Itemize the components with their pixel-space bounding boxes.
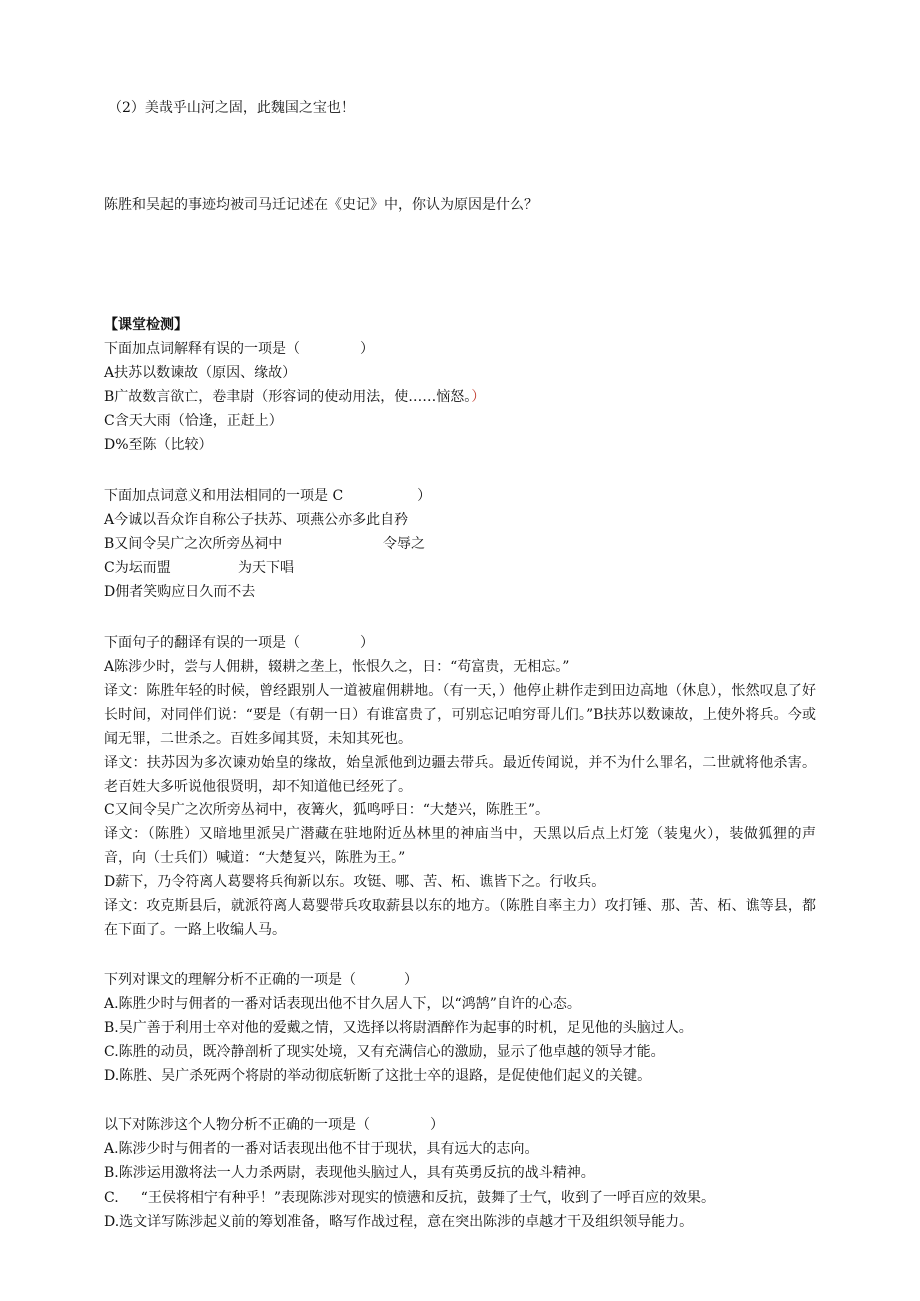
q1-option-a: A扶苏以数谏故（原因、缘故） bbox=[104, 365, 297, 381]
section-title: 【课堂检测】 bbox=[104, 317, 188, 333]
q1-option-c: C含天大雨（恰逢，正赶上） bbox=[104, 413, 283, 429]
q3-option-b-translation: 译文：扶苏因为多次谏劝始皇的缘故，始皇派他到边疆去带兵。最近传闻说，并不为什么罪名，二世就将他杀害。老百姓大多听说他很贤明，却不知道他已经死了。 bbox=[104, 755, 816, 795]
q4-option-a: A.陈胜少时与佣者的一番对话表现出他不甘久居人下，以“鸿鹄”自许的心态。 bbox=[104, 996, 581, 1012]
q1-option-b-paren: ） bbox=[471, 389, 486, 405]
q2-option-c-right: 为天下唱 bbox=[238, 560, 294, 576]
q4-option-c: C.陈胜的动员，既冷静剖析了现实处境，又有充满信心的激励，显示了他卓越的领导才能。 bbox=[104, 1044, 665, 1060]
q3-option-c-translation: 译文：（陈胜）又暗地里派吴广潜藏在驻地附近丛林里的神庙当中，天黑以后点上灯笼（装鬼火），装做狐狸的声音，向（士兵们）喊道：“大楚复兴，陈胜为王。” bbox=[104, 826, 816, 866]
q1-stem bbox=[104, 339, 374, 359]
q3-option-d: D薪下，乃令符离人葛婴将兵徇新以东。攻铤、哪、苦、柘、谯皆下之。行收兵。 bbox=[104, 874, 606, 890]
q5-option-a: A.陈涉少时与佣者的一番对话表现出他不甘于现状，具有远大的志向。 bbox=[104, 1141, 539, 1157]
q3-stem-prefix: 下面句子的翻译有误的一项是（ bbox=[104, 635, 300, 651]
q2-option-b bbox=[104, 534, 282, 554]
q5-option-d: D.选文详写陈涉起义前的筹划准备，略写作战过程，意在突出陈涉的卓越才干及组织领导能力。 bbox=[104, 1214, 694, 1230]
q3-option-d-translation: 译文：攻克斯县后，就派符离人葛婴带兵攻取薪县以东的地方。（陈胜自率主力）攻打锤、那、苦、柘、谯等县，都在下面了。一路上收编人马。 bbox=[104, 898, 816, 938]
q5-option-b: B.陈涉运用激将法一人力杀两尉，表现他头脑过人，具有英勇反抗的战斗精神。 bbox=[104, 1165, 595, 1181]
q3-stem-suffix: ） bbox=[360, 635, 374, 651]
q5-option-c-text: “王侯将相宁有种乎！”表现陈涉对现实的愤懑和反抗，鼓舞了士气，收到了一呼百应的效果。 bbox=[140, 1190, 715, 1206]
q5-option-c-label: C. bbox=[104, 1190, 119, 1206]
q2-stem bbox=[104, 486, 431, 506]
q1-stem-prefix: 下面加点词解释有误的一项是（ bbox=[104, 341, 300, 357]
q2-option-a: A今诚以吾众诈自称公子扶苏、项燕公亦多此自矜 bbox=[104, 512, 409, 528]
q1-option-b bbox=[104, 387, 485, 407]
q5-stem-suffix: ） bbox=[430, 1117, 444, 1133]
q1-option-d: D%至陈（比较） bbox=[104, 437, 213, 453]
q2-option-d: D佣者笑购应日久而不去 bbox=[104, 584, 256, 600]
q1-option-b-text: B广故数言欲亡，卷聿尉（形容词的使动用法，使……恼怒。 bbox=[104, 389, 472, 405]
q5-stem bbox=[104, 1115, 444, 1135]
q4-stem bbox=[104, 970, 418, 990]
q2-stem-suffix: ） bbox=[417, 488, 432, 504]
q4-stem-suffix: ） bbox=[404, 972, 418, 988]
q5-stem-prefix: 以下对陈涉这个人物分析不正确的一项是（ bbox=[104, 1117, 370, 1133]
q2-option-b-right: 令辱之 bbox=[383, 536, 425, 552]
q1-stem-suffix: ） bbox=[360, 341, 374, 357]
q4-option-d: D.陈胜、吴广杀死两个将尉的举动彻底斩断了这批士卒的退路，是促使他们起义的关键。 bbox=[104, 1068, 652, 1084]
q3-stem bbox=[104, 633, 374, 653]
q4-stem-prefix: 下列对课文的理解分析不正确的一项是（ bbox=[104, 972, 356, 988]
q4-option-b: B.吴广善于利用士卒对他的爱戴之情，又选择以将尉酒醉作为起事的时机，足见他的头脑过人。 bbox=[104, 1020, 693, 1036]
q2-option-c-left: C为坛而盟 bbox=[104, 560, 171, 576]
shiji-question: 陈胜和吴起的事迹均被司马迁记述在《史记》中，你认为原因是什么？ bbox=[104, 197, 538, 213]
q2-stem-prefix: 下面加点词意义和用法相同的一项是 C bbox=[104, 488, 344, 504]
q2-option-b-left: B又间令吴广之次所旁丛祠中 bbox=[104, 536, 283, 552]
translate-question-2: （2）美哉乎山河之固，此魏国之宝也！ bbox=[108, 100, 355, 116]
q3-option-c: C又间令吴广之次所旁丛祠中，夜篝火，狐鸣呼日：“大楚兴，陈胜王”。 bbox=[104, 802, 550, 818]
q5-option-c bbox=[104, 1188, 715, 1208]
q3-option-a: A陈涉少时，尝与人佣耕，辍耕之垄上，怅恨久之，日：“苟富贵，无相忘。” bbox=[104, 659, 570, 675]
q3-option-a-translation: 译文：陈胜年轻的时候，曾经跟别人一道被雇佣耕地。（有一天，）他停止耕作走到田边高地（休息），怅然叹息了好长时间，对同伴们说：“要是（有朝一日）有谁富贵了，可别忘记咱穷哥儿们。”B扶苏以数谏故，上使外将兵。今或闻无罪，二世杀之。百姓多闻其贤，未知其死也。 bbox=[104, 683, 816, 747]
